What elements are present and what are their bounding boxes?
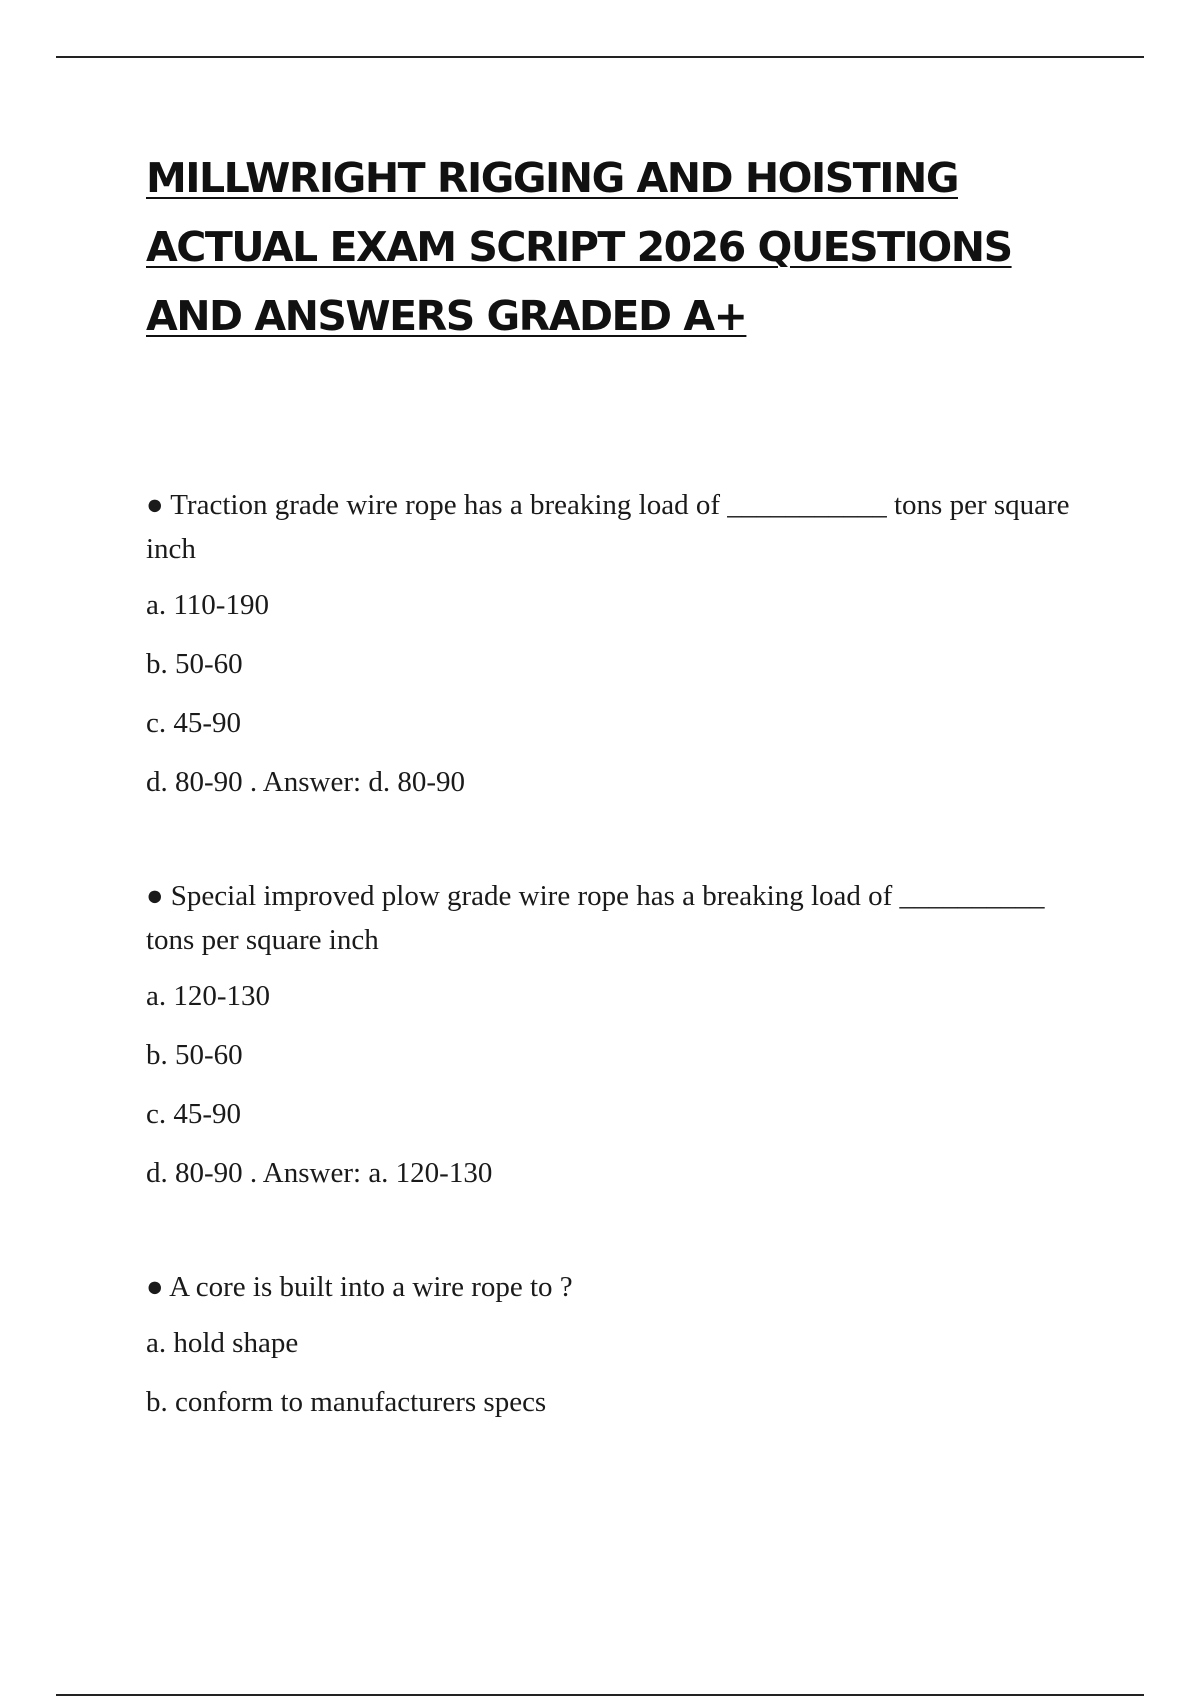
answer-option: b. 50-60	[146, 1039, 243, 1071]
answer-option: c. 45-90	[146, 707, 242, 739]
answer-option: a. 110-190	[146, 589, 269, 621]
top-rule	[56, 56, 1144, 58]
answer-option: b. conform to manufacturers specs	[146, 1386, 547, 1418]
question-stem: ● Traction grade wire rope has a breaking load of ___________ tons per square inch	[146, 489, 1070, 565]
document-title-text: MILLWRIGHT RIGGING AND HOISTING ACTUAL EXAM SCRIPT 2026 QUESTIONS AND ANSWERS GRADED A+	[146, 154, 1012, 340]
answer-option: c. 45-90	[146, 1098, 242, 1130]
answer-option: b. 50-60	[146, 648, 243, 680]
question-stem: ● Special improved plow grade wire rope has a breaking load of __________ tons per square inch	[146, 880, 1045, 956]
question-1	[146, 483, 1086, 802]
question-list	[146, 483, 1086, 1422]
bottom-rule	[56, 1694, 1144, 1696]
question-3	[146, 1265, 1086, 1422]
answer-option: a. 120-130	[146, 980, 271, 1012]
question-stem: ● A core is built into a wire rope to ?	[146, 1271, 573, 1303]
answer-option: d. 80-90 . Answer: a. 120-130	[146, 1157, 493, 1189]
answer-option: d. 80-90 . Answer: d. 80-90	[146, 766, 465, 798]
document-title	[146, 144, 1086, 351]
answer-option: a. hold shape	[146, 1327, 299, 1359]
page-content	[146, 144, 1086, 1494]
question-2	[146, 874, 1086, 1193]
